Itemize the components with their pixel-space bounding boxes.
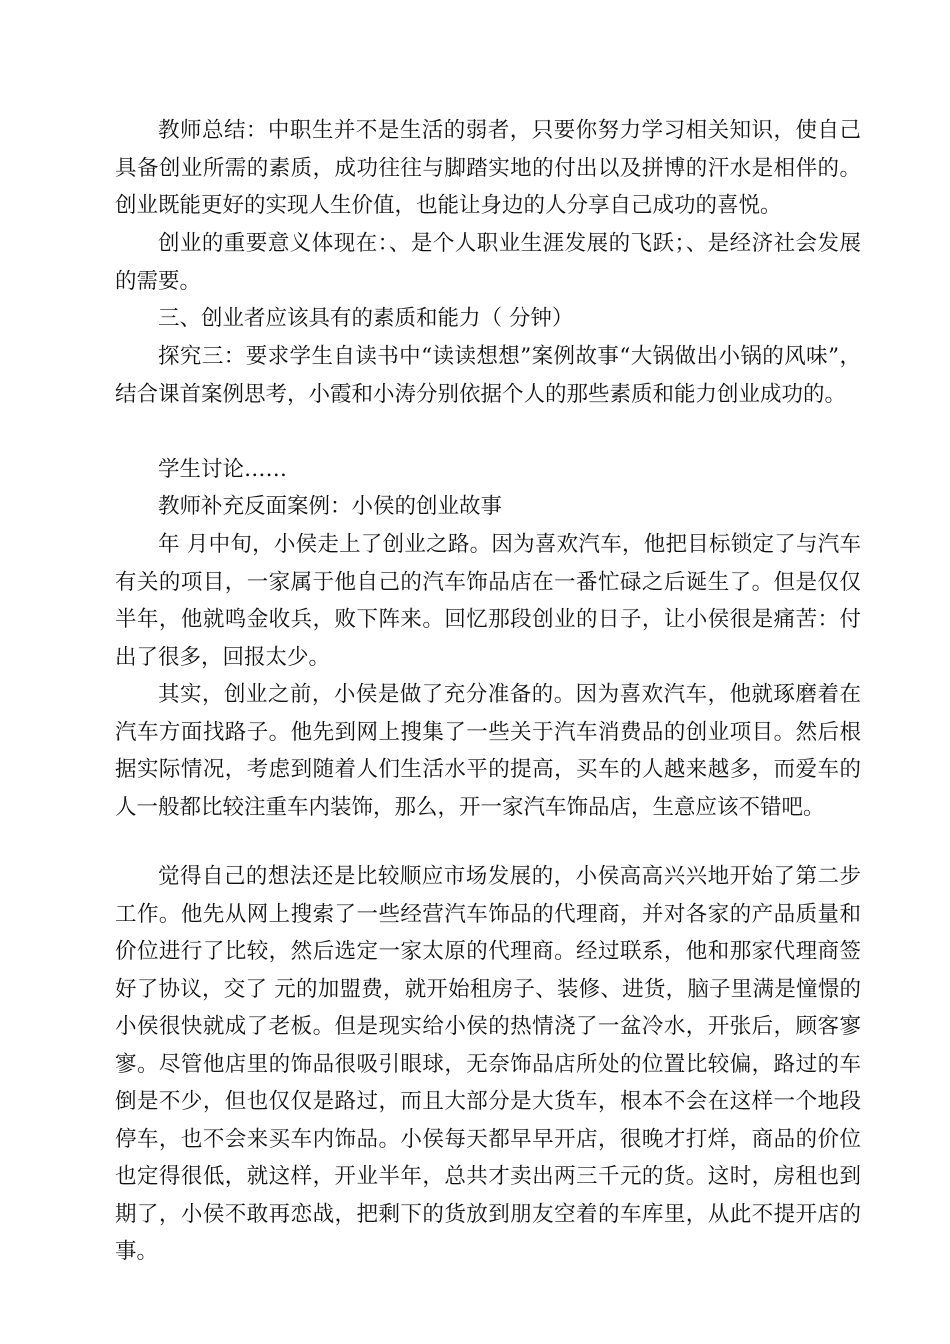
paragraph-case-title: 教师补充反面案例：小侯的创业故事 <box>158 494 503 519</box>
paragraph-significance: 创业的重要意义体现在：、是个人职业生涯发展的飞跃；、是经济社会发展的需要。 <box>115 231 861 294</box>
paragraph-preparation: 其实，创业之前，小侯是做了充分准备的。因为喜欢汽车，他就琢磨着在汽车方面找路子。他先到网上搜集了一些关于汽车消费品的创业项目。然后根据实际情况，考虑到随着人们生活水平的提高，买车的人越来越多，而爱车的人一般都比较注重车内装饰，那么，开一家汽车饰品店，生意应该不错吧。 <box>115 682 861 820</box>
paragraph-exploration-3: 探究三：要求学生自读书中“读读想想”案例故事“大锅做出小锅的风味”，结合课首案例思考，小霞和小涛分别依据个人的那些素质和能力创业成功的。 <box>115 344 861 407</box>
paragraph-student-discussion: 学生讨论…… <box>158 457 288 482</box>
paragraph-operation: 觉得自己的想法还是比较顺应市场发展的，小侯高高兴兴地开始了第二步工作。他先从网上搜索了一些经营汽车饰品的代理商，并对各家的产品质量和价位进行了比较，然后选定一家太原的代理商。经过联系，他和那家代理商签好了协议，交了 元的加盟费，就开始租房子、装修、进货，脑子里满是憧憬的小侯很快就成了老板。但是现实给小侯的热情浇了一盆冷水，开张后，顾客寥寥。尽管他店里的饰品很吸引眼球，无奈饰品店所处的位置比较偏，路过的车倒是不少，但也仅仅是路过，而且大部分是大货车，根本不会在这样一个地段停车，也不会来买车内饰品。小侯每天都早早开店，很晚才打烊，商品的价位也定得很低，就这样，开业半年，总共才卖出两三千元的货。这时，房租也到期了，小侯不敢再恋战，把剩下的货放到朋友空着的车库里，从此不提开店的事。 <box>115 864 861 1264</box>
section-heading-3: 三、创业者应该具有的素质和能力（ 分钟） <box>158 306 574 331</box>
paragraph-case-intro: 年 月中旬，小侯走上了创业之路。因为喜欢汽车，他把目标锁定了与汽车有关的项目，一家属于他自己的汽车饰品店在一番忙碌之后诞生了。但是仅仅半年，他就鸣金收兵，败下阵来。回忆那段创业的日子，让小侯很是痛苦：付出了很多，回报太少。 <box>115 532 861 670</box>
paragraph-teacher-summary: 教师总结：中职生并不是生活的弱者，只要你努力学习相关知识，使自己具备创业所需的素质，成功往往与脚踏实地的付出以及拼博的汗水是相伴的。创业既能更好的实现人生价值，也能让身边的人分享自己成功的喜悦。 <box>115 118 861 218</box>
